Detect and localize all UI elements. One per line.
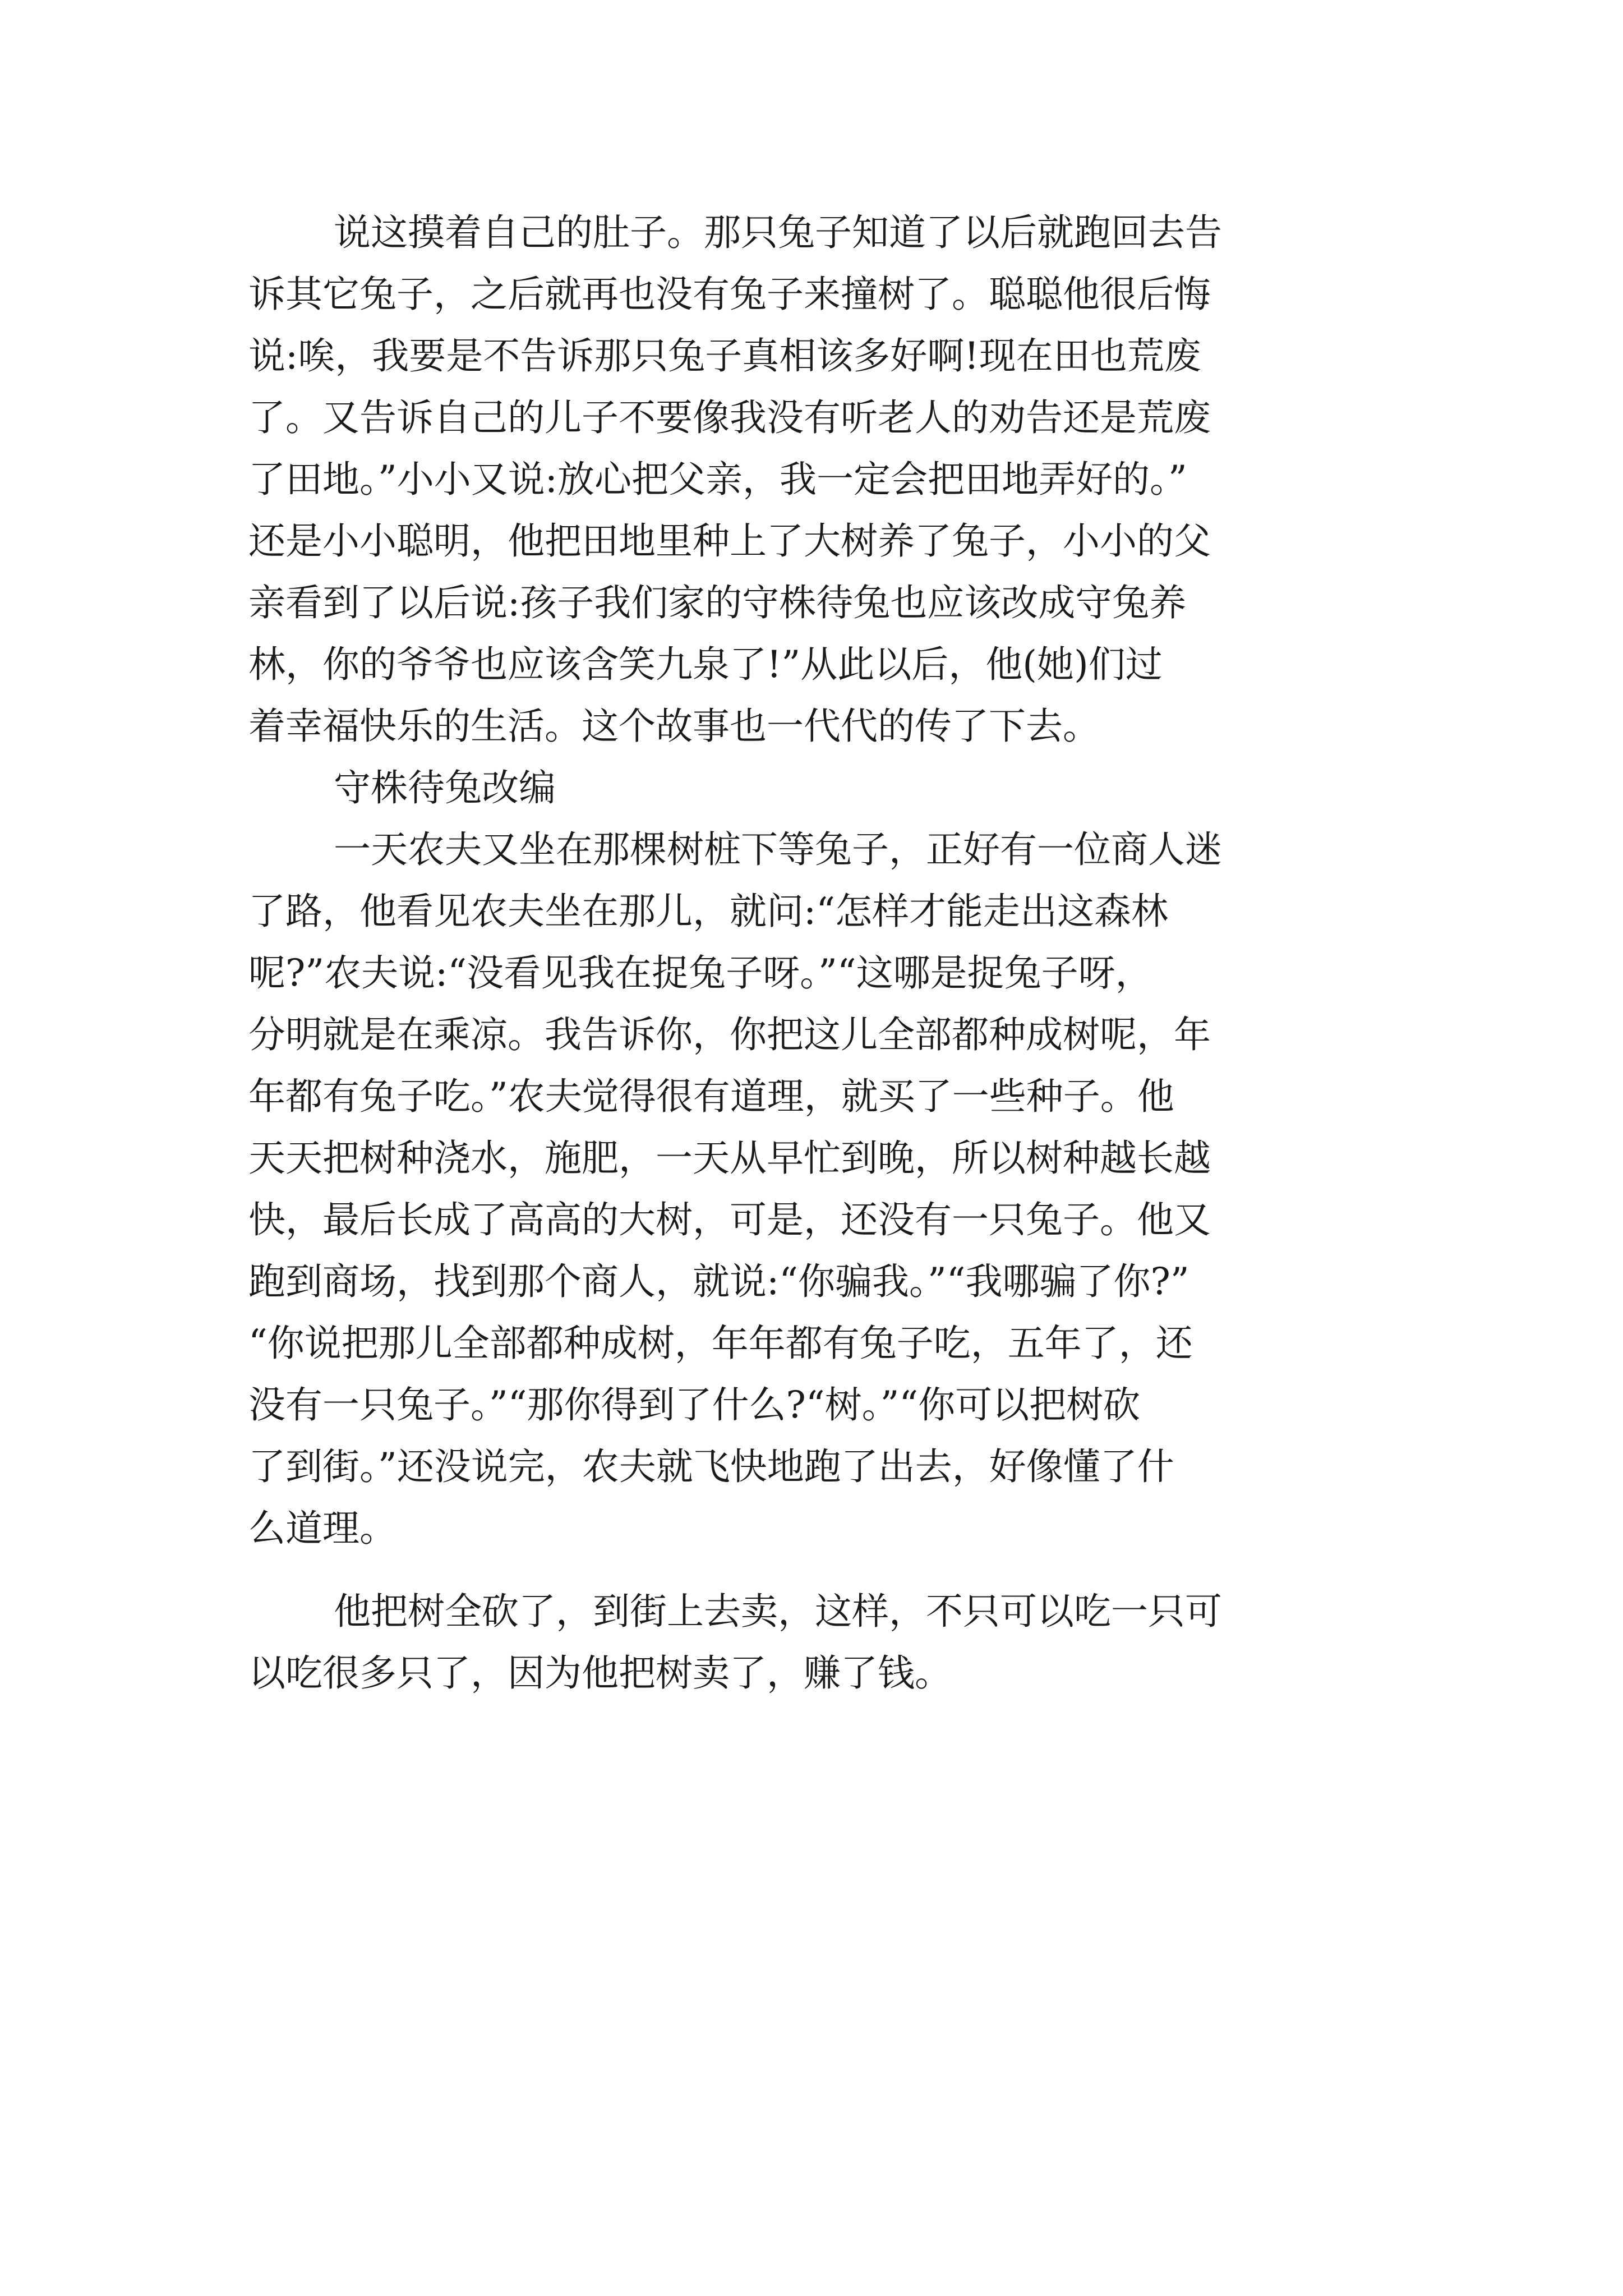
text-line: 了。又告诉自己的儿子不要像我没有听老人的劝告还是荒废 [248,396,1211,439]
text-line: 年都有兔子吃。”农夫觉得很有道理，就买了一些种子。他 [248,1075,1174,1118]
text-line: “你说把那儿全部都种成树，年年都有兔子吃，五年了，还 [248,1322,1193,1365]
text-line: 着幸福快乐的生活。这个故事也一代代的传了下去。 [248,705,1100,748]
text-line: 说:唉，我要是不告诉那只兔子真相该多好啊!现在田也荒废 [248,334,1201,378]
text-line: 林，你的爷爷也应该含笑九泉了!”从此以后，他(她)们过 [248,643,1163,686]
text-line: 还是小小聪明，他把田地里种上了大树养了兔子，小小的父 [248,519,1211,563]
text-line: 呢?”农夫说:“没看见我在捉兔子呀。”“这哪是捉兔子呀， [248,951,1152,995]
text-line: 天天把树种浇水，施肥，一天从早忙到晚，所以树种越长越 [248,1137,1211,1180]
text-line: 跑到商场，找到那个商人，就说:“你骗我。”“我哪骗了你?” [248,1260,1189,1303]
text-line: 了路，他看见农夫坐在那儿，就问:“怎样才能走出这森林 [248,890,1168,933]
section-heading: 守株待兔改编 [334,766,556,809]
text-line: 诉其它兔子，之后就再也没有兔子来撞树了。聪聪他很后悔 [248,273,1211,316]
text-line: 么道理。 [248,1507,396,1550]
text-line: 一天农夫又坐在那棵树桩下等兔子，正好有一位商人迷 [334,828,1222,871]
text-line: 了到街。”还没说完，农夫就飞快地跑了出去，好像懂了什 [248,1445,1174,1488]
text-line: 亲看到了以后说:孩子我们家的守株待兔也应该改成守兔养 [248,581,1187,624]
document-body [248,202,1376,1704]
paragraph-ending [248,1581,1376,1704]
text-line: 没有一只兔子。”“那你得到了什么?“树。”“你可以把树砍 [248,1383,1141,1427]
text-line: 快，最后长成了高高的大树，可是，还没有一只兔子。他又 [248,1198,1211,1241]
paragraph-continuation [248,202,1376,757]
text-line: 以吃很多只了，因为他把树卖了，赚了钱。 [248,1651,952,1695]
text-line: 他把树全砍了，到街上去卖，这样，不只可以吃一只可 [334,1590,1222,1633]
text-line: 分明就是在乘凉。我告诉你，你把这儿全部都种成树呢，年 [248,1013,1211,1056]
text-line: 说这摸着自己的肚子。那只兔子知道了以后就跑回去告 [334,211,1222,254]
text-line: 了田地。”小小又说:放心把父亲，我一定会把田地弄好的。” [248,458,1187,501]
paragraph-story [248,819,1376,1559]
